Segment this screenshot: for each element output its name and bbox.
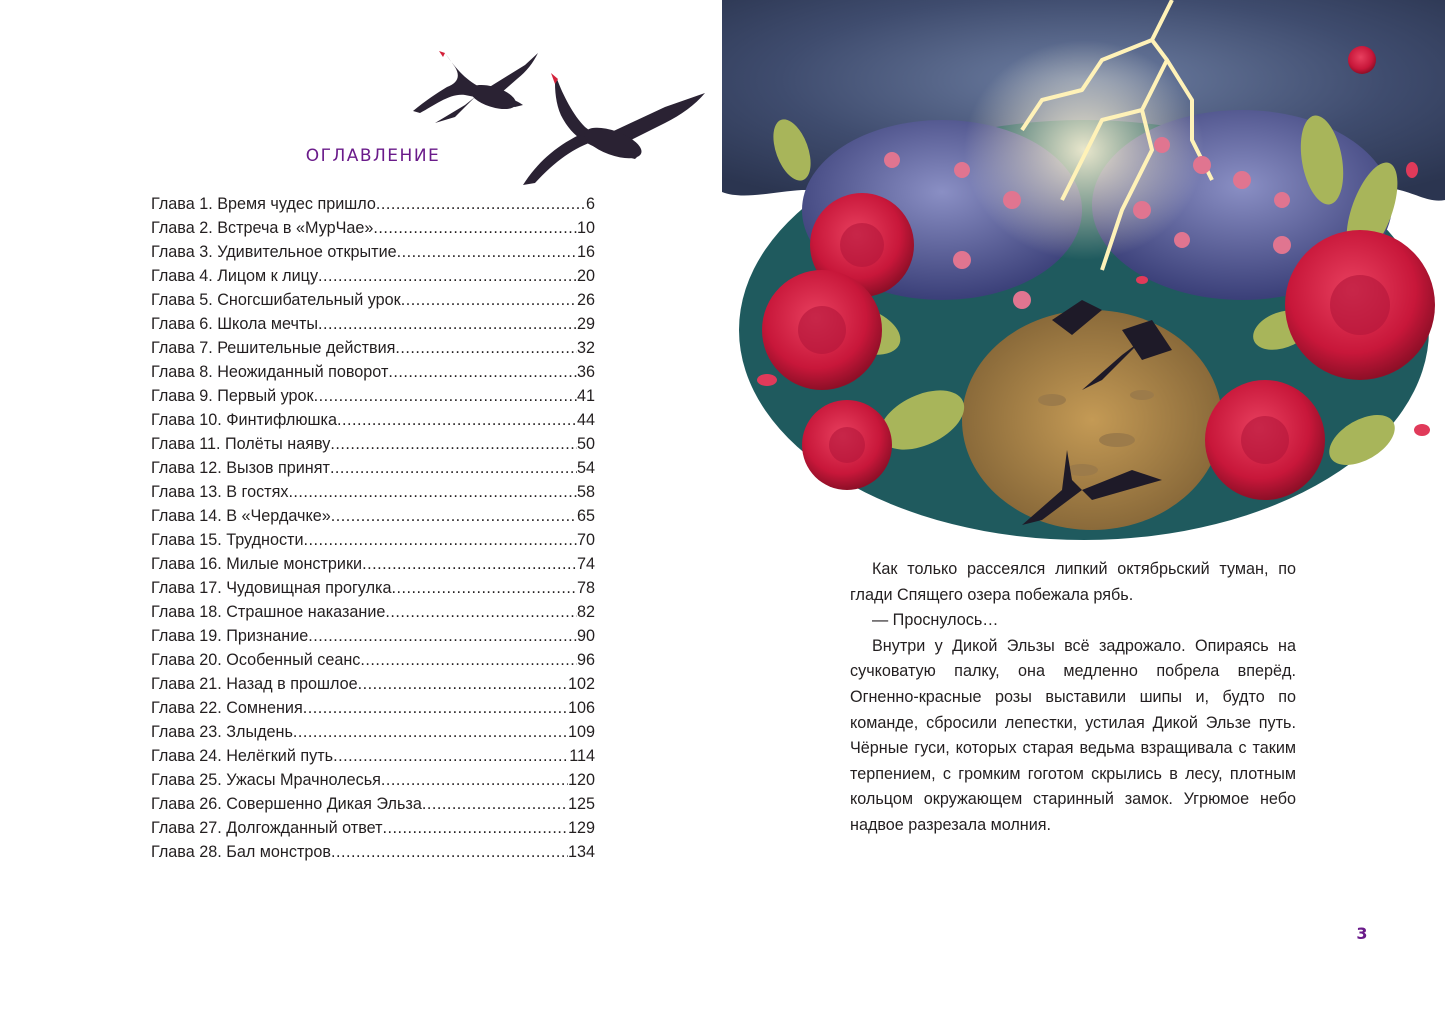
toc-leader-dots bbox=[362, 552, 577, 576]
toc-entry-label: Глава 17. Чудовищная прогулка bbox=[151, 579, 392, 597]
toc-entry[interactable] bbox=[151, 336, 595, 360]
toc-leader-dots bbox=[381, 768, 568, 792]
toc-entry-label: Глава 24. Нелёгкий путь bbox=[151, 747, 334, 765]
toc-entry-label: Глава 13. В гостях bbox=[151, 483, 289, 501]
toc-entry-page: 96 bbox=[576, 651, 595, 669]
toc-leader-dots bbox=[391, 576, 577, 600]
toc-entry[interactable] bbox=[151, 648, 595, 672]
toc-entry-label: Глава 23. Злыдень bbox=[151, 723, 293, 741]
goose-icon bbox=[413, 53, 538, 123]
toc-entry-page: 6 bbox=[585, 195, 595, 213]
toc-entry-page: 70 bbox=[576, 531, 595, 549]
toc-leader-dots bbox=[318, 264, 577, 288]
toc-leader-dots bbox=[401, 288, 577, 312]
toc-entry[interactable] bbox=[151, 720, 595, 744]
toc-entry-page: 32 bbox=[576, 339, 595, 357]
rose-icon bbox=[762, 270, 882, 390]
toc-entry-label: Глава 11. Полёты наяву bbox=[151, 435, 331, 453]
toc-entry-page: 58 bbox=[576, 483, 595, 501]
toc-entry-page: 102 bbox=[567, 675, 595, 693]
toc-entry[interactable] bbox=[151, 480, 595, 504]
toc-entry-page: 26 bbox=[576, 291, 595, 309]
toc-entry[interactable] bbox=[151, 240, 595, 264]
toc-entry-label: Глава 6. Школа мечты bbox=[151, 315, 318, 333]
rose-icon bbox=[1348, 46, 1376, 74]
toc-leader-dots bbox=[422, 792, 568, 816]
toc-leader-dots bbox=[395, 336, 577, 360]
rose-icon bbox=[1205, 380, 1325, 500]
story-paragraph: — Проснулось… bbox=[872, 611, 999, 630]
toc-leader-dots bbox=[304, 528, 577, 552]
toc-leader-dots bbox=[318, 312, 577, 336]
toc-entry[interactable] bbox=[151, 216, 595, 240]
toc-entry[interactable] bbox=[151, 696, 595, 720]
story-text bbox=[850, 557, 1296, 839]
toc-entry-page: 65 bbox=[576, 507, 595, 525]
toc-leader-dots bbox=[303, 696, 568, 720]
toc-entry-page: 41 bbox=[576, 387, 595, 405]
toc-entry-label: Глава 18. Страшное наказание bbox=[151, 603, 386, 621]
right-page bbox=[722, 0, 1445, 1020]
toc-entry-page: 109 bbox=[567, 723, 595, 741]
toc-entry-page: 106 bbox=[567, 699, 595, 717]
toc-leader-dots bbox=[288, 480, 577, 504]
toc-entry-page: 78 bbox=[576, 579, 595, 597]
toc-leader-dots bbox=[388, 360, 577, 384]
toc-entry[interactable] bbox=[151, 768, 595, 792]
toc-entry-page: 20 bbox=[576, 267, 595, 285]
toc-leader-dots bbox=[337, 408, 577, 432]
toc-entry-page: 129 bbox=[567, 819, 595, 837]
toc-entry[interactable] bbox=[151, 288, 595, 312]
toc-entry[interactable] bbox=[151, 360, 595, 384]
toc-leader-dots bbox=[358, 672, 568, 696]
goose-icon bbox=[523, 79, 705, 185]
toc-entry-page: 114 bbox=[569, 747, 595, 765]
toc-leader-dots bbox=[360, 648, 577, 672]
toc-title: ОГЛАВЛЕНИЕ bbox=[305, 146, 441, 166]
toc-entry[interactable] bbox=[151, 192, 595, 216]
toc-leader-dots bbox=[308, 624, 577, 648]
toc-entry-label: Глава 9. Первый урок bbox=[151, 387, 314, 405]
rose-icon bbox=[1285, 230, 1435, 380]
toc-entry-page: 134 bbox=[567, 843, 595, 861]
toc-entry-label: Глава 4. Лицом к лицу bbox=[151, 267, 319, 285]
toc-entry[interactable] bbox=[151, 264, 595, 288]
toc-entry-label: Глава 12. Вызов принят bbox=[151, 459, 330, 477]
page-number: 3 bbox=[1356, 924, 1368, 943]
toc-entry-label: Глава 16. Милые монстрики bbox=[151, 555, 363, 573]
toc-entry-page: 10 bbox=[576, 219, 595, 237]
toc-leader-dots bbox=[330, 456, 577, 480]
toc-entry[interactable] bbox=[151, 792, 595, 816]
toc-entry[interactable] bbox=[151, 384, 595, 408]
toc-entry[interactable] bbox=[151, 744, 595, 768]
toc-entry-label: Глава 5. Сногсшибательный урок bbox=[151, 291, 401, 309]
toc-leader-dots bbox=[331, 504, 577, 528]
toc-leader-dots bbox=[373, 216, 577, 240]
toc-entry[interactable] bbox=[151, 408, 595, 432]
toc-entry[interactable] bbox=[151, 576, 595, 600]
toc-entry-page: 44 bbox=[576, 411, 595, 429]
toc-entry-label: Глава 2. Встреча в «МурЧае» bbox=[151, 219, 374, 237]
toc-entry-page: 54 bbox=[576, 459, 595, 477]
toc-entry-page: 125 bbox=[567, 795, 595, 813]
story-paragraph: Внутри у Дикой Эльзы всё задрожало. Опираясь на сучковатую палку, она медленно побрела вперёд. Огненно-красные розы выставили шипы и, будто по команде, сбросили лепестки, устилая Дикой Эльзе путь. Чёрные гуси, которых старая ведьма взращивала с таким терпением, с громким гоготом скрылись в лесу, плотным кольцом окружающем старинный замок. Угрюмое небо надвое разрезала молния. bbox=[850, 636, 1296, 834]
table-of-contents bbox=[151, 192, 595, 864]
toc-entry-label: Глава 1. Время чудес пришло bbox=[151, 195, 376, 213]
toc-entry-label: Глава 26. Совершенно Дикая Эльза bbox=[151, 795, 422, 813]
toc-entry[interactable] bbox=[151, 816, 595, 840]
toc-entry-label: Глава 21. Назад в прошлое bbox=[151, 675, 358, 693]
toc-leader-dots bbox=[314, 384, 577, 408]
toc-leader-dots bbox=[293, 720, 568, 744]
toc-entry-page: 74 bbox=[576, 555, 595, 573]
toc-leader-dots bbox=[330, 432, 577, 456]
toc-entry-label: Глава 20. Особенный сеанс bbox=[151, 651, 361, 669]
toc-entry-page: 50 bbox=[576, 435, 595, 453]
toc-entry[interactable] bbox=[151, 840, 595, 864]
toc-entry[interactable] bbox=[151, 552, 595, 576]
toc-entry-page: 90 bbox=[576, 627, 595, 645]
flying-geese-illustration bbox=[405, 35, 725, 195]
toc-leader-dots bbox=[397, 240, 577, 264]
toc-entry-page: 16 bbox=[576, 243, 595, 261]
toc-entry-label: Глава 3. Удивительное открытие bbox=[151, 243, 397, 261]
toc-entry-label: Глава 25. Ужасы Мрачнолесья bbox=[151, 771, 381, 789]
toc-entry-page: 82 bbox=[576, 603, 595, 621]
left-page bbox=[0, 0, 722, 1020]
toc-entry[interactable] bbox=[151, 504, 595, 528]
toc-leader-dots bbox=[333, 744, 569, 768]
toc-entry-label: Глава 22. Сомнения bbox=[151, 699, 303, 717]
rose-icon bbox=[802, 400, 892, 490]
toc-entry-label: Глава 19. Признание bbox=[151, 627, 309, 645]
toc-entry-label: Глава 10. Финтифлюшка bbox=[151, 411, 337, 429]
toc-entry-label: Глава 15. Трудности bbox=[151, 531, 304, 549]
toc-leader-dots bbox=[331, 840, 568, 864]
toc-entry[interactable] bbox=[151, 312, 595, 336]
toc-entry-page: 120 bbox=[567, 771, 595, 789]
toc-entry[interactable] bbox=[151, 528, 595, 552]
toc-leader-dots bbox=[383, 816, 568, 840]
toc-entry-label: Глава 28. Бал монстров bbox=[151, 843, 331, 861]
toc-entry-page: 36 bbox=[576, 363, 595, 381]
toc-entry-page: 29 bbox=[576, 315, 595, 333]
story-paragraph: Как только рассеялся липкий октябрьский туман, по глади Спящего озера побежала рябь. bbox=[850, 560, 1296, 604]
roses-lightning-illustration bbox=[722, 0, 1445, 560]
toc-entry-label: Глава 27. Долгожданный ответ bbox=[151, 819, 383, 837]
toc-leader-dots bbox=[385, 600, 577, 624]
toc-leader-dots bbox=[376, 192, 586, 216]
toc-entry-label: Глава 7. Решительные действия bbox=[151, 339, 396, 357]
toc-entry-label: Глава 14. В «Чердачке» bbox=[151, 507, 331, 525]
toc-entry[interactable] bbox=[151, 456, 595, 480]
toc-entry[interactable] bbox=[151, 432, 595, 456]
toc-entry[interactable] bbox=[151, 624, 595, 648]
toc-entry[interactable] bbox=[151, 600, 595, 624]
toc-entry[interactable] bbox=[151, 672, 595, 696]
toc-entry-label: Глава 8. Неожиданный поворот bbox=[151, 363, 389, 381]
